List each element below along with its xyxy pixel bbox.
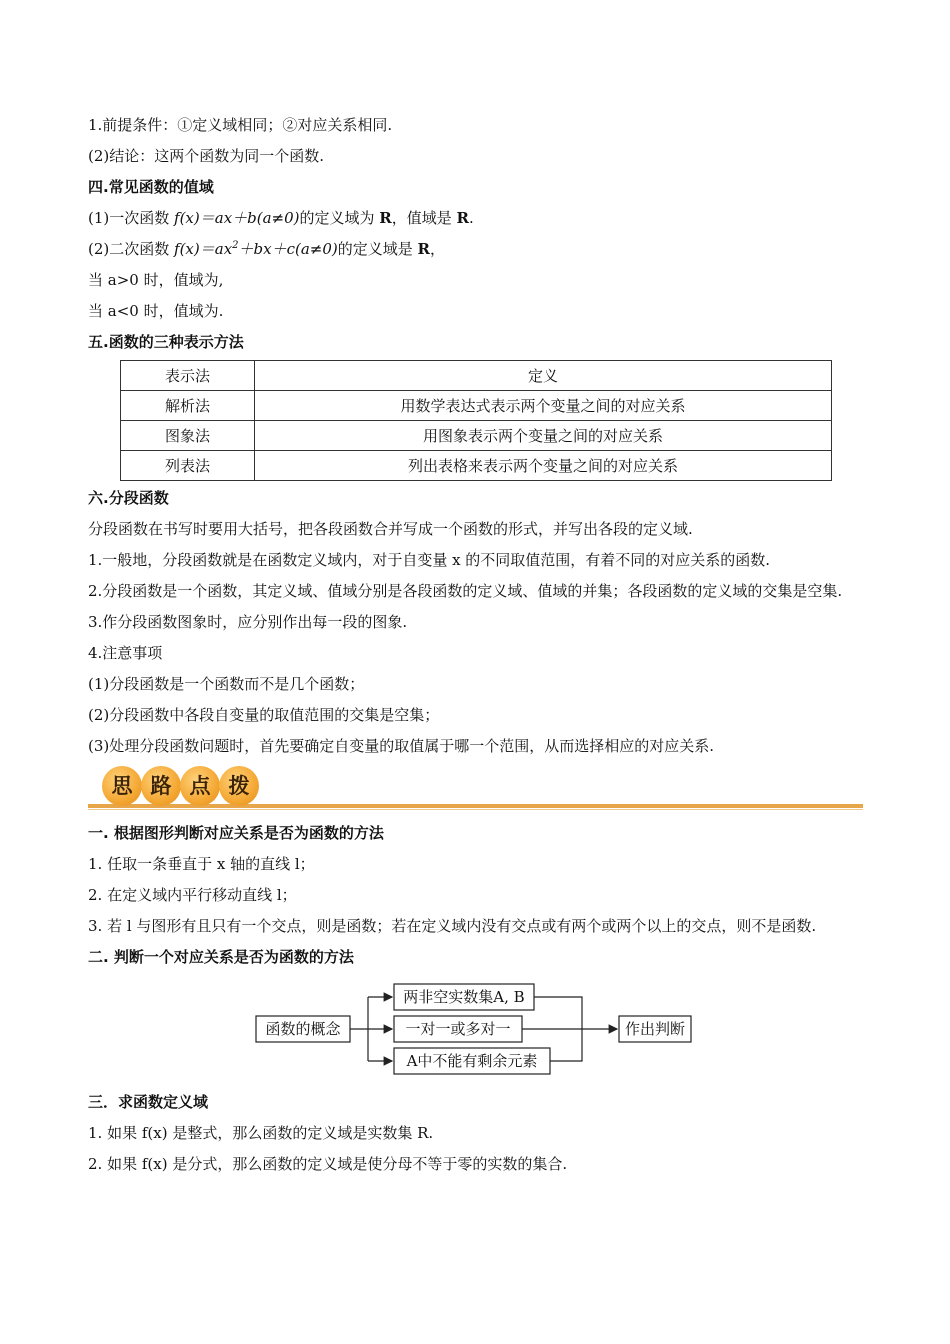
table-cell: 列表法 (121, 451, 255, 481)
piecewise-intro: 分段函数在书写时要用大括号，把各段函数合并写成一个函数的形式，并写出各段的定义域. (88, 520, 693, 538)
linear-formula: f(x)＝ax＋b(a≠0) (174, 209, 300, 227)
table-cell: 图象法 (121, 421, 255, 451)
condition-line: 1.前提条件：①定义域相同；②对应关系相同. (88, 116, 393, 134)
table-cell: 解析法 (121, 391, 255, 421)
flow-remaining-text: A中不能有剩余元素 (406, 1052, 538, 1070)
piecewise-point-4: 4.注意事项 (88, 644, 163, 662)
flow-sets-text: 两非空实数集A, B (403, 988, 525, 1006)
a-negative-line: 当 a<0 时，值域为. (88, 302, 224, 320)
section-title-representation: 五.函数的三种表示方法 (88, 333, 244, 351)
section-title-piecewise: 六.分段函数 (88, 489, 169, 507)
domain-rule-1: 1. 如果 f(x) 是整式，那么函数的定义域是实数集 R. (88, 1124, 434, 1142)
section-title-range: 四.常见函数的值域 (88, 178, 214, 196)
domain-rule-2: 2. 如果 f(x) 是分式，那么函数的定义域是使分母不等于零的实数的集合. (88, 1155, 568, 1173)
tips-title-graph: 一. 根据图形判断对应关系是否为函数的方法 (88, 824, 384, 842)
quadratic-range-line: (2)二次函数 $f(x)=ax^2+bx+c(a\ne 0)$的定义域是 R， (88, 240, 446, 258)
a-positive-line: 当 a>0 时，值域为, (88, 271, 224, 289)
banner-char: 点 (180, 766, 220, 806)
table-header-cell: 定义 (255, 361, 832, 391)
tips-banner (88, 764, 863, 818)
flow-mapping-text: 一对一或多对一 (405, 1020, 511, 1038)
piecewise-point-2: 2.分段函数是一个函数，其定义域、值域分别是各段函数的定义域、值域的并集；各段函数的定义域的交集是空集. (88, 582, 843, 600)
judge-flowchart (88, 979, 863, 1081)
table-row (121, 391, 832, 421)
table-cell: 用图象表示两个变量之间的对应关系 (255, 421, 832, 451)
table-header-cell: 表示法 (121, 361, 255, 391)
banner-char: 拨 (219, 766, 259, 806)
tips-graph-step-1: 1. 任取一条垂直于 x 轴的直线 l； (88, 855, 315, 873)
table-header-row (121, 361, 832, 391)
flow-end-text: 作出判断 (624, 1020, 686, 1038)
table-cell: 用数学表达式表示两个变量之间的对应关系 (255, 391, 832, 421)
table-row (121, 451, 832, 481)
linear-range-line: (1)一次函数 f(x)＝ax＋b(a≠0)的定义域为 R，值域是 R. (88, 209, 474, 227)
piecewise-point-1: 1.一般地，分段函数就是在函数定义域内，对于自变量 x 的不同取值范围，有着不同的对应关系的函数. (88, 551, 771, 569)
flowchart-svg (88, 979, 863, 1081)
tips-title-judge: 二. 判断一个对应关系是否为函数的方法 (88, 948, 354, 966)
tips-graph-step-3: 3. 若 l 与图形有且只有一个交点，则是函数；若在定义域内没有交点或有两个或两个以上的交点，则不是函数. (88, 917, 817, 935)
document-page (88, 110, 863, 1180)
piecewise-note-3: (3)处理分段函数问题时，首先要确定自变量的取值属于哪一个范围，从而选择相应的对应关系. (88, 737, 715, 755)
representation-table (120, 360, 832, 481)
piecewise-note-1: (1)分段函数是一个函数而不是几个函数； (88, 675, 365, 693)
piecewise-note-2: (2)分段函数中各段自变量的取值范围的交集是空集； (88, 706, 440, 724)
banner-char: 思 (102, 766, 142, 806)
piecewise-point-3: 3.作分段函数图象时，应分别作出每一段的图象. (88, 613, 408, 631)
table-cell: 列出表格来表示两个变量之间的对应关系 (255, 451, 832, 481)
conclusion-line: (2)结论：这两个函数为同一个函数. (88, 147, 325, 165)
tips-graph-step-2: 2. 在定义域内平行移动直线 l； (88, 886, 297, 904)
quadratic-formula: $f(x)=ax^2+bx+c(a\ne 0)$ (174, 240, 338, 258)
banner-char: 路 (141, 766, 181, 806)
tips-title-domain: 三．求函数定义域 (88, 1093, 209, 1111)
table-row (121, 421, 832, 451)
flow-start-text: 函数的概念 (265, 1020, 341, 1038)
